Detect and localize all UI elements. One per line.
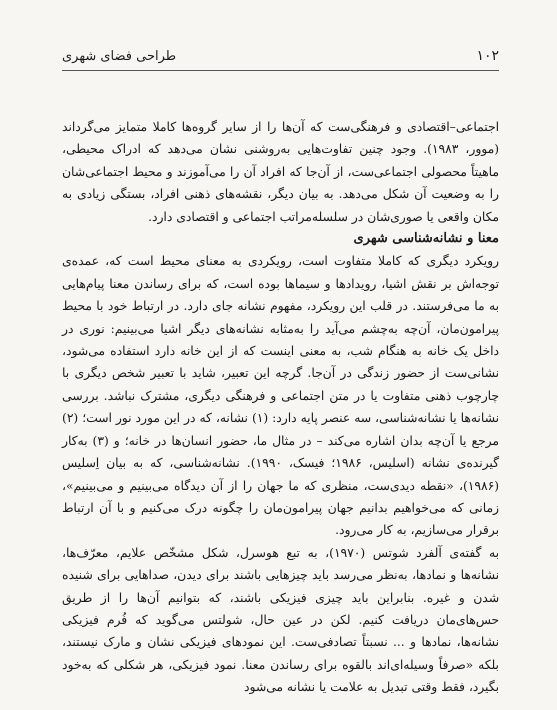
- body-text: [62, 116, 499, 699]
- page-number: ۱۰۲: [476, 48, 499, 64]
- section-heading: معنا و نشانه‌شناسی شهری: [353, 231, 499, 247]
- page-header: [62, 48, 499, 71]
- paragraph: رویکرد دیگری که کاملا متفاوت است، رویکردی به معنای محیط است که، عمده‌ی توجه‌اش بر نقش اشیا، رویدادها و سیماها بوده است، که برای رساندن معنا پیام‌هایی به ما می‌فرستند. در قلب این رویکرد، مفهوم نشانه جای دارد. در ارتباط خود با محیط پیرامون‌مان، آن‌چه به‌چشم می‌آید را به‌مثابه نشانه‌های دیگر اشیا می‌بینیم: نوری در داخل یک خانه به هنگام شب، به معنی اینست که از این خانه دارد استفاده می‌شود، نشانی‌ست از حضور زندگی در آن‌جا. گرچه این تعبیر، شاید با تعبیر شخص دیگری با چارچوب ذهنی متفاوت یا در متن اجتماعی و فرهنگی دیگری، مشترک نباشد. بررسی نشانه‌ها یا نشانه‌شناسی، سه عنصر پایه دارد: (۱) نشانه، که در این مورد نور است؛ (۲) مرجع یا آن‌چه بدان اشاره می‌کند – در مثال ما، حضور انسان‌ها در خانه؛ و (۳) به‌کار گیرنده‌ی نشانه (اسلیس، ۱۹۸۶؛ فیسک، ۱۹۹۰). نشانه‌شناسی، که به بیان اِسلیس (۱۹۸۶)، «نقطه دیدی‌ست، منظری که ما جهان را از آن دیدگاه می‌بینیم و می‌بینیم»، زمانی که می‌خواهیم بدانیم جهان پیرامون‌مان را چگونه درک می‌کنیم و با آن ارتباط برقرار می‌سازیم، به کار می‌رود.: [62, 254, 499, 538]
- running-title: طراحی فضای شهری: [62, 49, 177, 64]
- paragraph: به گفته‌ی آلفرد شوتس (۱۹۷۰)، به تبع هوسرل، شکل مشخّص علایم، معرّف‌ها، نشانه‌ها و نمادها، به‌نظر می‌رسد باید چیزهایی باشند برای دیدن، صداهایی برای شنیده شدن و غیره. بنابراین باید چیزی فیزیکی باشند، که بتوانیم آن‌ها را از طریق حس‌های‌مان دریافت کنیم. لکن در عین حال، شولتس می‌گوید که فُرم فیزیکی نشانه‌ها، نمادها و ... نسبتاً تصادفی‌ست. این نمودهای فیزیکی نشان و مارک نیستند، بلکه «صرفاً وسیله‌ای‌اند بالقوه برای رساندن معنا. نمود فیزیکی، هر شکلی که به‌خود بگیرد، فقط وقتی تبدیل به علامت یا نشانه می‌شود: [62, 545, 499, 695]
- paragraph: اجتماعی–اقتصادی و فرهنگی‌ست که آن‌ها را از سایر گروه‌ها کاملا متمایز می‌گرداند (موور، ۱۹۸۳). وجود چنین تفاوت‌هایی به‌روشنی نشان می‌دهد که ادراک محیطی، ماهیتاً محصولی اجتماعی‌ست، از آن‌جا که افراد آن را می‌آموزند و محیط اجتماعی‌شان را به وضعیت آن شکل می‌دهد. به بیان دیگر، نقشه‌های ذهنی افراد، بستگی زیادی به مکان واقعی یا صوری‌شان در سلسله‌مراتب اجتماعی و اقتصادی دارد.: [62, 120, 500, 224]
